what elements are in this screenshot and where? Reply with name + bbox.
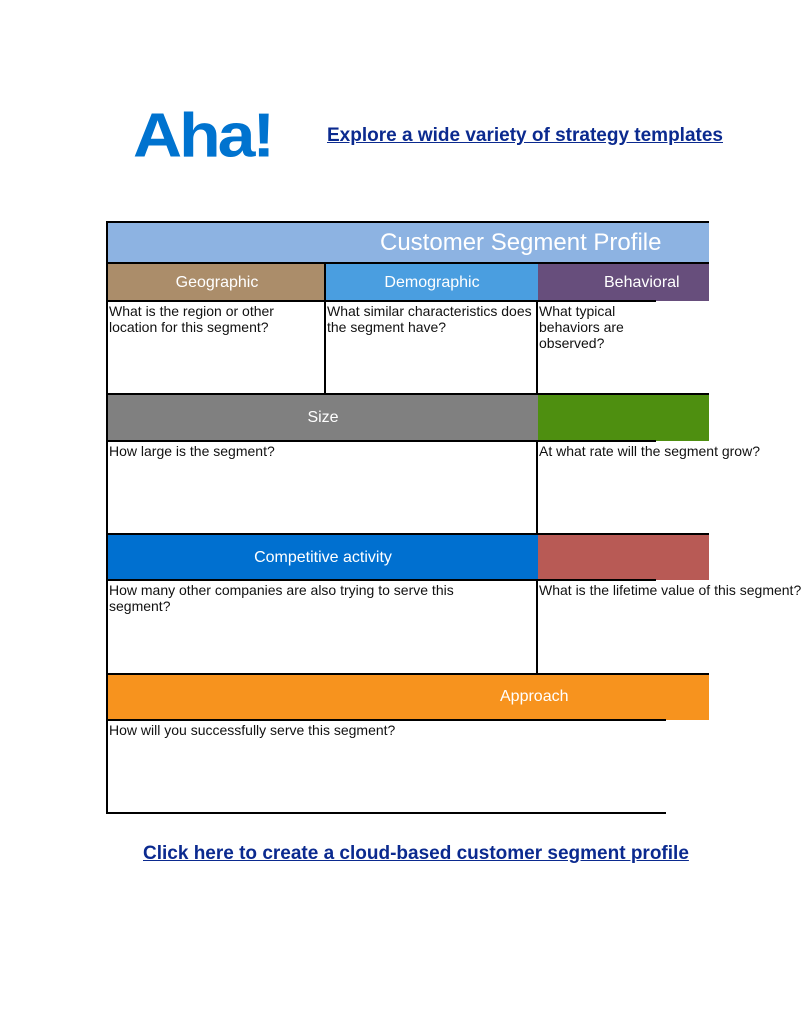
size-question[interactable]: How large is the segment? bbox=[106, 440, 538, 534]
lifetime-question[interactable]: What is the lifetime value of this segment? bbox=[536, 579, 656, 674]
cloud-profile-link[interactable]: Click here to create a cloud-based customer segment profile bbox=[143, 843, 689, 864]
demographic-question[interactable]: What similar characteristics does the segment have? bbox=[324, 300, 538, 394]
competitive-header bbox=[106, 533, 538, 580]
approach-question[interactable]: How will you successfully serve this segment? bbox=[106, 719, 666, 814]
geographic-header bbox=[106, 262, 326, 301]
template-title: Customer Segment Profile bbox=[106, 221, 709, 263]
aha-logo[interactable]: Aha! bbox=[133, 100, 273, 171]
behavioral-question[interactable]: What typical behaviors are observed? bbox=[536, 300, 656, 394]
demographic-header bbox=[324, 262, 538, 301]
approach-label: Approach bbox=[500, 688, 569, 705]
competitive-question[interactable]: How many other companies are also trying to serve this segment? bbox=[106, 579, 538, 674]
behavioral-label: Behavioral bbox=[604, 273, 680, 291]
geographic-label: Geographic bbox=[175, 273, 259, 291]
growth-question[interactable]: At what rate will the segment grow? bbox=[536, 440, 656, 534]
size-header bbox=[106, 393, 538, 441]
geographic-question[interactable]: What is the region or other location for this segment? bbox=[106, 300, 326, 394]
explore-templates-link[interactable]: Explore a wide variety of strategy templates bbox=[327, 125, 723, 146]
demographic-label: Demographic bbox=[384, 273, 480, 291]
competitive-label: Competitive activity bbox=[254, 548, 392, 566]
size-label: Size bbox=[307, 409, 339, 426]
